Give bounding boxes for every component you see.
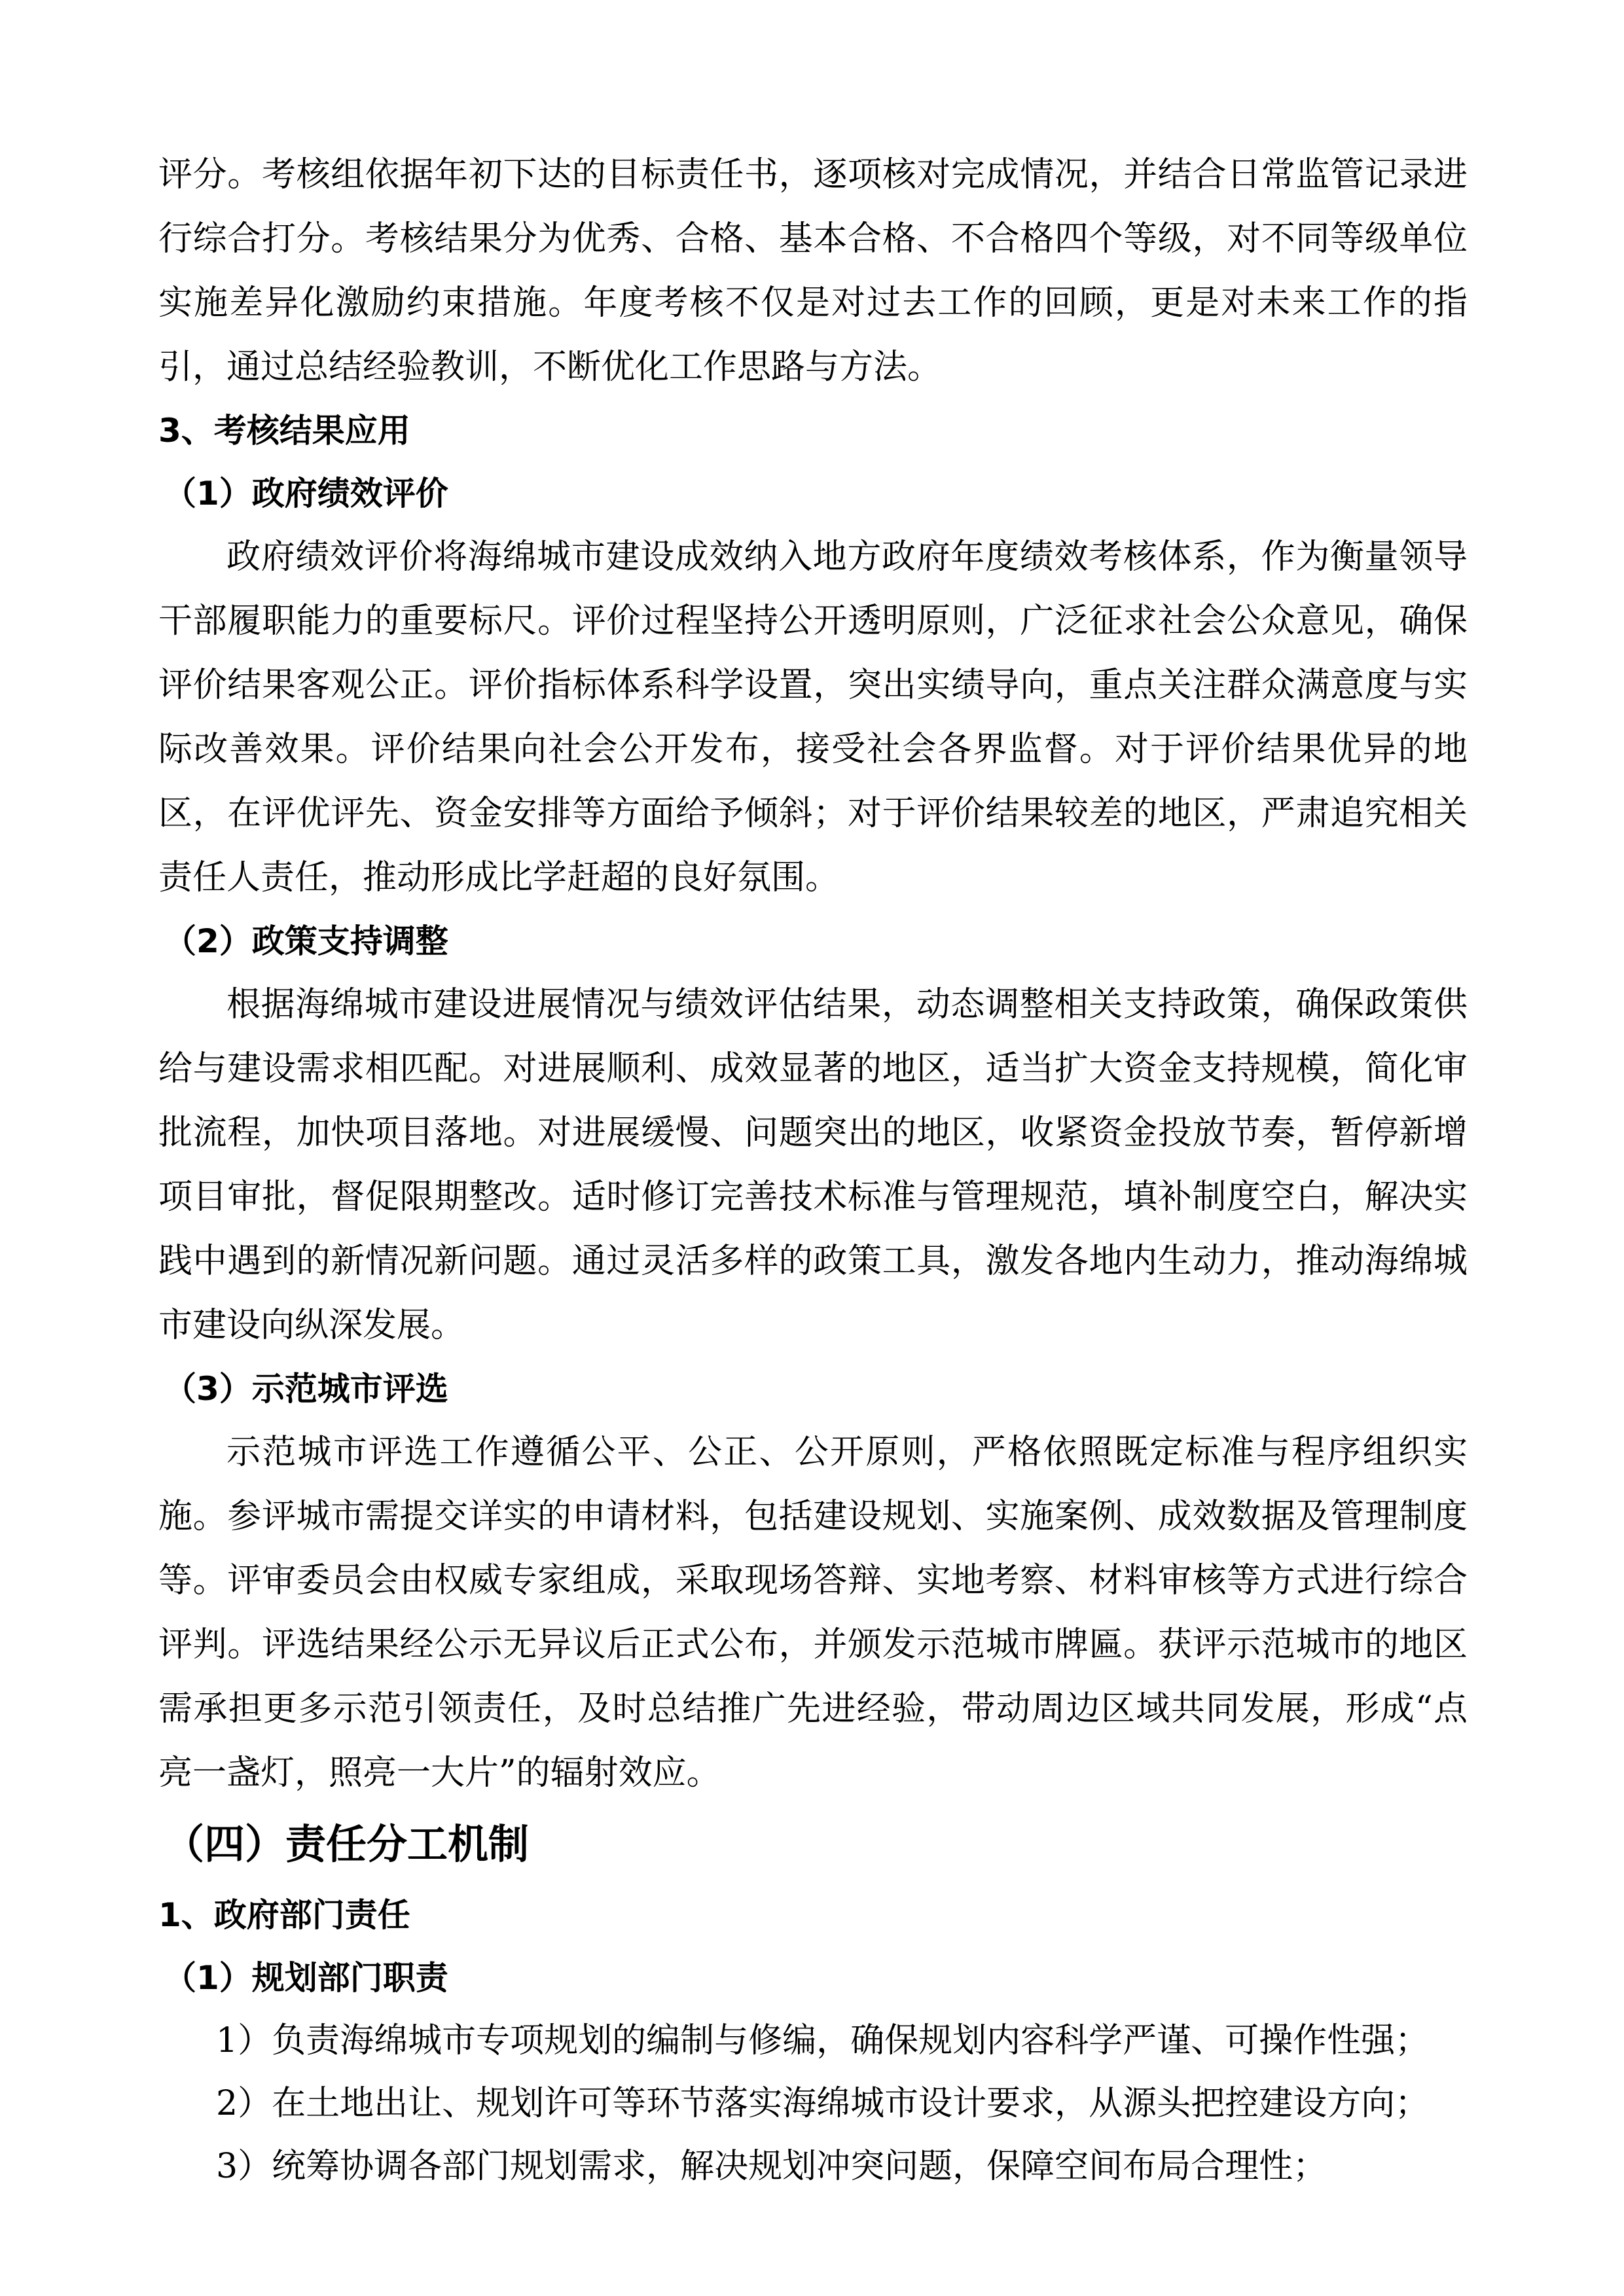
- page-body: [158, 143, 1468, 2198]
- list-item: 2）在土地出让、规划许可等环节落实海绵城市设计要求，从源头把控建设方向；: [216, 2084, 1430, 2123]
- heading-demo-city: （3）示范城市评选: [164, 1370, 448, 1408]
- heading-gov-performance: （1）政府绩效评价: [164, 475, 448, 512]
- paragraph-demo-city: 示范城市评选工作遵循公平、公正、公开原则，严格依照既定标准与程序组织实施。参评城市需提交详实的申请材料，包括建设规划、实施案例、成效数据及管理制度等。评审委员会由权威专家组成，采取现场答辩、实地考察、材料审核等方式进行综合评判。评选结果经公示无异议后正式公布，并颁发示范城市牌匾。获评示范城市的地区需承担更多示范引领责任，及时总结推广先进经验，带动周边区域共同发展，形成“点亮一盏灯，照亮一大片”的辐射效应。: [158, 1433, 1468, 1793]
- list-item: 3）统筹协调各部门规划需求，解决规划冲突问题，保障空间布局合理性；: [216, 2147, 1327, 2186]
- list-item: 1）负责海绵城市专项规划的编制与修编，确保规划内容科学严谨、可操作性强；: [216, 2021, 1430, 2060]
- paragraph-gov-performance: 政府绩效评价将海绵城市建设成效纳入地方政府年度绩效考核体系，作为衡量领导干部履职能力的重要标尺。评价过程坚持公开透明原则，广泛征求社会公众意见，确保评价结果客观公正。评价指标体系科学设置，突出实绩导向，重点关注群众满意度与实际改善效果。评价结果向社会公开发布，接受社会各界监督。对于评价结果优异的地区，在评优评先、资金安排等方面给予倾斜；对于评价结果较差的地区，严肃追究相关责任人责任，推动形成比学赶超的良好氛围。: [158, 537, 1468, 897]
- paragraph-policy-adjustment: 根据海绵城市建设进展情况与绩效评估结果，动态调整相关支持政策，确保政策供给与建设需求相匹配。对进展顺利、成效显著的地区，适当扩大资金支持规模，简化审批流程，加快项目落地。对进展缓慢、问题突出的地区，收紧资金投放节奏，暂停新增项目审批，督促限期整改。适时修订完善技术标准与管理规范，填补制度空白，解决实践中遇到的新情况新问题。通过灵活多样的政策工具，激发各地内生动力，推动海绵城市建设向纵深发展。: [158, 985, 1468, 1345]
- heading-section-four: （四）责任分工机制: [164, 1820, 530, 1868]
- heading-gov-dept-responsibility: 1、政府部门责任: [158, 1896, 410, 1934]
- heading-policy-adjustment: （2）政策支持调整: [164, 922, 448, 960]
- heading-planning-dept: （1）规划部门职责: [164, 1959, 448, 1997]
- heading-result-application: 3、考核结果应用: [158, 412, 410, 450]
- paragraph-assessment-continued: 评分。考核组依据年初下达的目标责任书，逐项核对完成情况，并结合日常监管记录进行综合打分。考核结果分为优秀、合格、基本合格、不合格四个等级，对不同等级单位实施差异化激励约束措施。年度考核不仅是对过去工作的回顾，更是对未来工作的指引，通过总结经验教训，不断优化工作思路与方法。: [158, 155, 1468, 387]
